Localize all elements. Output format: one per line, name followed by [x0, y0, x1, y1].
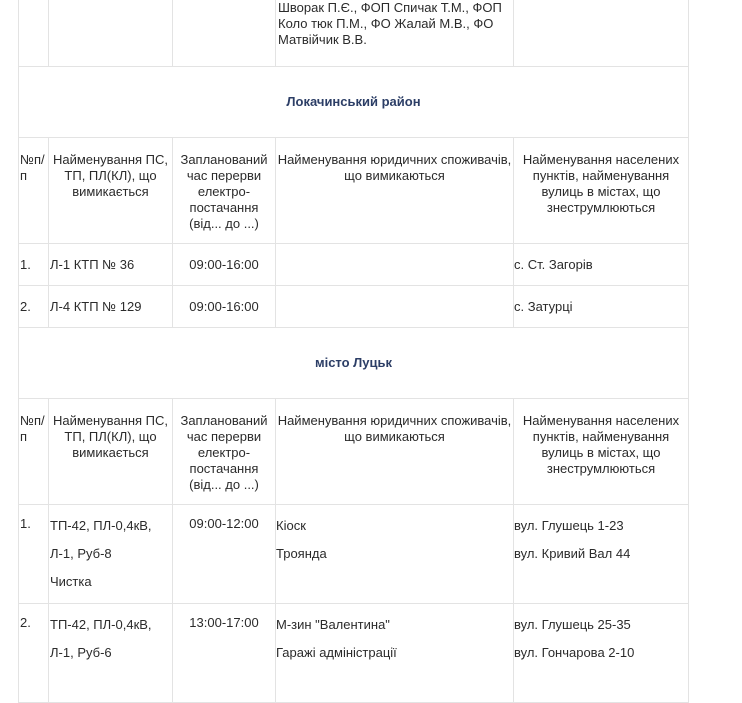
header-time: Запланований час перерви електро-постачання (від... до ...): [173, 138, 276, 244]
ps-cell: [49, 0, 173, 67]
header-consumers: Найменування юридичних споживачів, що вимикаються: [276, 399, 514, 505]
header-consumers: Найменування юридичних споживачів, що вимикаються: [276, 138, 514, 244]
row-num: 1.: [19, 505, 49, 604]
header-places: Найменування населених пунктів, найменування вулиць в містах, що знеструмлюються: [514, 399, 689, 505]
ps-line: Л-1, Руб-6: [50, 645, 112, 660]
consumer-line: М-зин "Валентина": [276, 617, 390, 632]
consumers-text: Шворак П.Є., ФОП Спичак Т.М., ФОП Коло тюк П.М., ФО Жалай М.В., ФО Матвійчик В.В.: [278, 0, 502, 47]
header-row: [19, 399, 689, 505]
place-line: вул. Глушець 1-23: [514, 518, 624, 533]
header-num: №п/п: [19, 399, 49, 505]
section-title: місто Луцьк: [19, 328, 689, 399]
section-row: [19, 67, 689, 138]
header-places: Найменування населених пунктів, найменування вулиць в містах, що знеструмлюються: [514, 138, 689, 244]
ps-line: ТП-42, ПЛ-0,4кВ,: [50, 617, 152, 632]
row-num: 1.: [19, 244, 49, 286]
row-num: 2.: [19, 604, 49, 703]
place-line: вул. Гончарова 2-10: [514, 645, 635, 660]
header-ps: Найменування ПС, ТП, ПЛ(КЛ), що вимикається: [49, 399, 173, 505]
header-num: №п/п: [19, 138, 49, 244]
section-title: Локачинський район: [19, 67, 689, 138]
row-consumers: [276, 244, 514, 286]
row-ps: Л-1 КТП № 36: [49, 244, 173, 286]
place-line: вул. Кривий Вал 44: [514, 546, 631, 561]
header-time: Запланований час перерви електро-постачання (від... до ...): [173, 399, 276, 505]
ps-line: ТП-42, ПЛ-0,4кВ,: [50, 518, 152, 533]
row-places: с. Затурці: [514, 286, 689, 328]
places-cell: [514, 0, 689, 67]
row-places: [514, 604, 689, 703]
header-row: [19, 138, 689, 244]
consumer-line: Троянда: [276, 546, 327, 561]
ps-line: Чистка: [50, 574, 92, 589]
row-num: 2.: [19, 286, 49, 328]
row-time: 09:00-12:00: [173, 505, 276, 604]
row-ps: [49, 505, 173, 604]
row-places: с. Ст. Загорів: [514, 244, 689, 286]
row-consumers: [276, 604, 514, 703]
table-row: [19, 505, 689, 604]
table-row: [19, 244, 689, 286]
table-row: [19, 604, 689, 703]
table-row: [19, 0, 689, 67]
place-line: вул. Глушець 25-35: [514, 617, 631, 632]
row-consumers: [276, 505, 514, 604]
row-time: 13:00-17:00: [173, 604, 276, 703]
time-cell: [173, 0, 276, 67]
table-row: [19, 286, 689, 328]
consumer-line: Гаражі адміністрації: [276, 645, 397, 660]
consumers-cell: [276, 0, 514, 67]
row-time: 09:00-16:00: [173, 286, 276, 328]
consumer-line: Кіоск: [276, 518, 306, 533]
row-time: 09:00-16:00: [173, 244, 276, 286]
header-ps: Найменування ПС, ТП, ПЛ(КЛ), що вимикається: [49, 138, 173, 244]
row-ps: Л-4 КТП № 129: [49, 286, 173, 328]
row-ps: [49, 604, 173, 703]
section-row: [19, 328, 689, 399]
ps-line: Л-1, Руб-8: [50, 546, 112, 561]
row-consumers: [276, 286, 514, 328]
num-cell: [19, 0, 49, 67]
outage-schedule-table: [18, 0, 689, 703]
row-places: [514, 505, 689, 604]
